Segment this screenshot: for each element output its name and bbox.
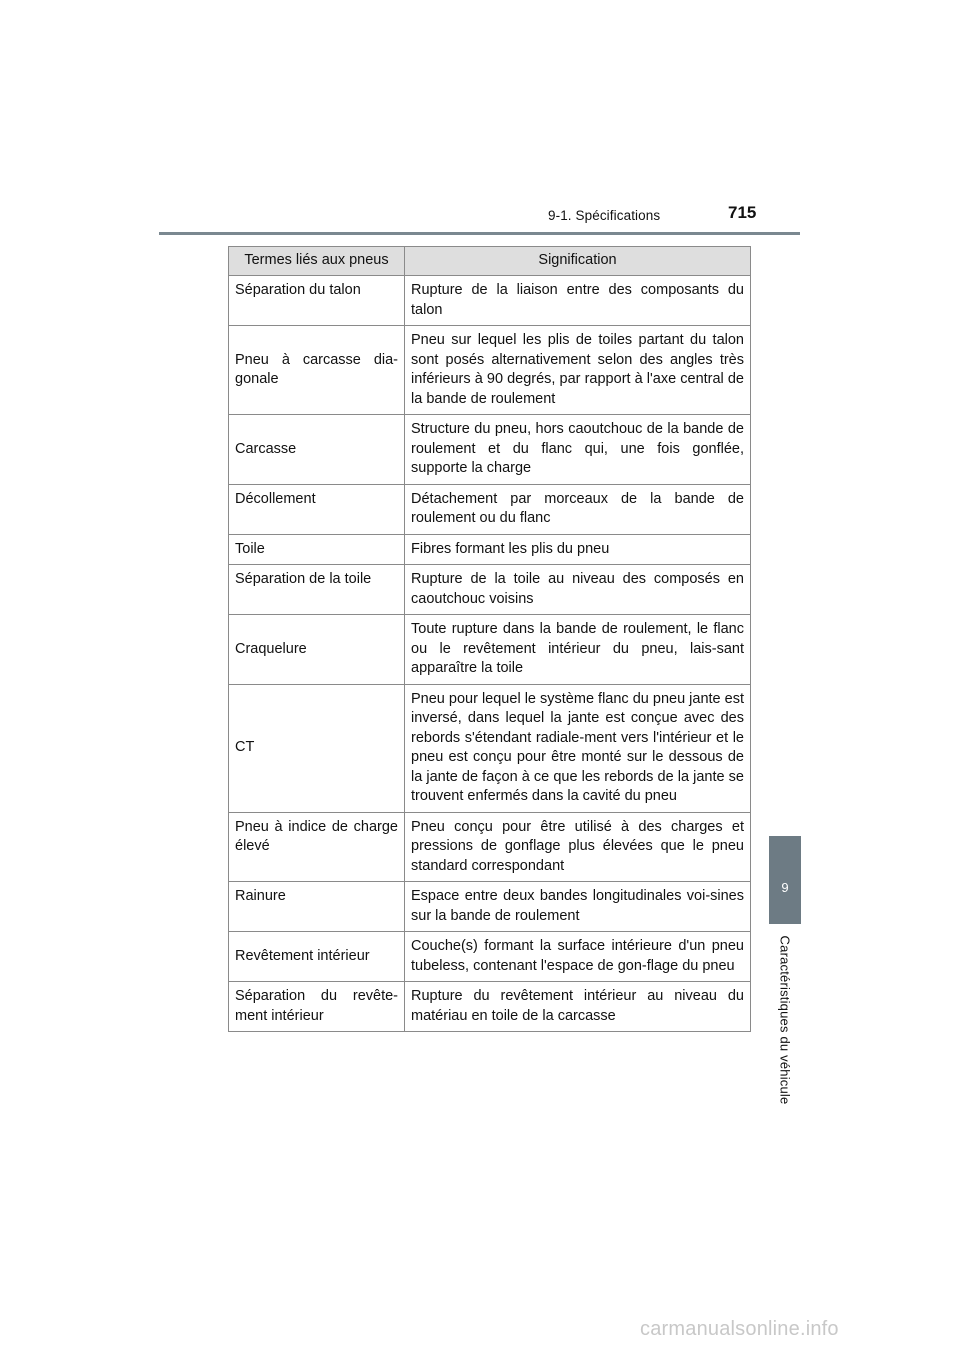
- chapter-number: 9: [781, 880, 789, 895]
- table-row: [229, 882, 751, 932]
- column-header-meaning: Signification: [405, 247, 751, 276]
- table-row: [229, 615, 751, 685]
- page-number: 715: [728, 203, 757, 222]
- term-cell: Décollement: [229, 484, 405, 534]
- table-row: [229, 982, 751, 1032]
- meaning-cell: Détachement par morceaux de la bande de roulement ou du flanc: [405, 484, 751, 534]
- header-divider: [159, 232, 800, 235]
- column-header-term: Termes liés aux pneus: [229, 247, 405, 276]
- table-row: [229, 565, 751, 615]
- meaning-cell: Espace entre deux bandes longitudinales voi-sines sur la bande de roulement: [405, 882, 751, 932]
- table-row: [229, 534, 751, 565]
- meaning-cell: Rupture du revêtement intérieur au niveau du matériau en toile de la carcasse: [405, 982, 751, 1032]
- term-cell: Revêtement intérieur: [229, 932, 405, 982]
- meaning-cell: Toute rupture dans la bande de roulement, le flanc ou le revêtement intérieur du pneu, lais-sant apparaître la toile: [405, 615, 751, 685]
- watermark-text: carmanualsonline.info: [640, 1318, 839, 1340]
- meaning-cell: Rupture de la liaison entre des composants du talon: [405, 276, 751, 326]
- term-cell: Carcasse: [229, 415, 405, 485]
- term-cell: CT: [229, 684, 405, 812]
- term-cell: Séparation de la toile: [229, 565, 405, 615]
- table-row: [229, 484, 751, 534]
- meaning-cell: Pneu sur lequel les plis de toiles partant du talon sont posés alternativement selon des angles très inférieurs à 90 degrés, par rapport à l'axe central de la bande de roulement: [405, 326, 751, 415]
- table-row: [229, 812, 751, 882]
- section-title: 9-1. Spécifications: [548, 208, 661, 223]
- meaning-cell: Pneu conçu pour être utilisé à des charges et pressions de gonflage plus élevées que le pneu standard correspondant: [405, 812, 751, 882]
- chapter-caption: Caractéristiques du véhicule: [777, 935, 793, 1105]
- term-cell: Craquelure: [229, 615, 405, 685]
- meaning-cell: Pneu pour lequel le système flanc du pneu jante est inversé, dans lequel la jante est conçue avec des rebords s'étendant radiale-ment vers l'intérieur et le pneu est conçu pour être monté sur le dessous de la jante de façon à ce que les rebords de la jante se trouvent enfermés dans la cavité du pneu: [405, 684, 751, 812]
- meaning-cell: Couche(s) formant la surface intérieure d'un pneu tubeless, contenant l'espace de gon-flage du pneu: [405, 932, 751, 982]
- meaning-cell: Rupture de la toile au niveau des composés en caoutchouc voisins: [405, 565, 751, 615]
- chapter-tab: [769, 836, 801, 924]
- term-cell: Pneu à indice de charge élevé: [229, 812, 405, 882]
- table-header-row: [229, 247, 751, 276]
- term-cell: Toile: [229, 534, 405, 565]
- table-row: [229, 276, 751, 326]
- tire-terms-table: [228, 246, 751, 1032]
- table-row: [229, 415, 751, 485]
- term-cell: Séparation du talon: [229, 276, 405, 326]
- meaning-cell: Structure du pneu, hors caoutchouc de la bande de roulement et du flanc qui, une fois gonflée, supporte la charge: [405, 415, 751, 485]
- table-row: [229, 932, 751, 982]
- table-row: [229, 684, 751, 812]
- term-cell: Rainure: [229, 882, 405, 932]
- meaning-cell: Fibres formant les plis du pneu: [405, 534, 751, 565]
- term-cell: Pneu à carcasse dia-gonale: [229, 326, 405, 415]
- term-cell: Séparation du revête-ment intérieur: [229, 982, 405, 1032]
- table-row: [229, 326, 751, 415]
